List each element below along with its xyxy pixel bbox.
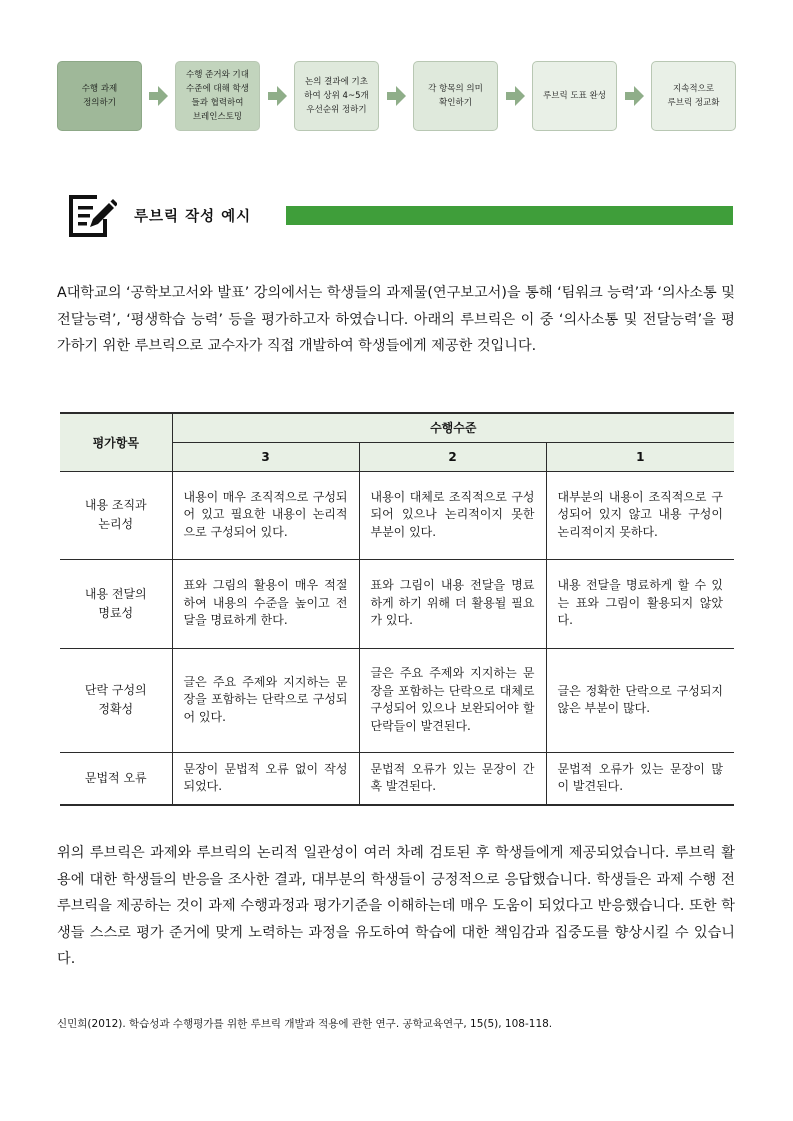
cell-level-2: 문법적 오류가 있는 문장이 간혹 발견된다. — [359, 752, 546, 805]
cell-level-1: 내용 전달을 명료하게 할 수 있는 표와 그림이 활용되지 않았다. — [546, 559, 734, 648]
section-accent-bar — [286, 206, 733, 225]
cell-level-1: 글은 정확한 단락으로 구성되지 않은 부분이 많다. — [546, 648, 734, 752]
row-item: 단락 구성의 정확성 — [60, 648, 172, 752]
cell-level-2: 글은 주요 주제와 지지하는 문장을 포함하는 단락으로 대체로 구성되어 있으나 보완되어야 할 단락들이 발견된다. — [359, 648, 546, 752]
header-item: 평가항목 — [60, 413, 172, 471]
cell-level-1: 문법적 오류가 있는 문장이 많이 발견된다. — [546, 752, 734, 805]
flow-step-1: 수행 과제 정의하기 — [57, 61, 142, 131]
section-title: 루브릭 작성 예시 — [134, 209, 252, 225]
conclusion-paragraph: 위의 루브릭은 과제와 루브릭의 논리적 일관성이 여러 차례 검토된 후 학생들에게 제공되었습니다. 루브릭 활용에 대한 학생들의 반응을 조사한 결과, 대부분의 학생들이 긍정적으로 응답했습니다. 학생들은 과제 수행 전 루브릭을 제공하는 것이 과제 수행과정과 평가기준을 이해하는데 매우 도움이 되었다고 반응했습니다. 또한 학생들 스스로 평가 준거에 맞게 노력하는 과정을 유도하여 학습에 대한 책임감과 집중도를 향상시킬 수 있습니다. — [57, 845, 735, 967]
row-item: 내용 전달의 명료성 — [60, 559, 172, 648]
flow-step-4: 각 항목의 의미 확인하기 — [413, 61, 498, 131]
row-item: 문법적 오류 — [60, 752, 172, 805]
table-row — [60, 752, 734, 805]
flow-step-6: 지속적으로 루브릭 정교화 — [651, 61, 736, 131]
cell-level-2: 내용이 대체로 조직적으로 구성되어 있으나 논리적이지 못한 부분이 있다. — [359, 471, 546, 559]
table-row — [60, 471, 734, 559]
header-level-2: 2 — [359, 442, 546, 471]
intro-paragraph: A대학교의 ‘공학보고서와 발표’ 강의에서는 학생들의 과제물(연구보고서)을 통해 ‘팀워크 능력’과 ‘의사소통 및 전달능력’, ‘평생학습 능력’ 등을 평가하고자 하였습니다. 아래의 루브릭은 이 중 ‘의사소통 및 전달능력’을 평가하기 위한 루브릭으로 교수자가 직접 개발하여 학생들에게 제공한 것입니다. — [57, 285, 735, 354]
flow-step-2: 수행 준거와 기대 수준에 대해 학생 들과 협력하여 브레인스토밍 — [175, 61, 260, 131]
cell-level-3: 글은 주요 주제와 지지하는 문장을 포함하는 단락으로 구성되어 있다. — [172, 648, 359, 752]
rubric-table — [60, 412, 734, 806]
cell-level-3: 문장이 문법적 오류 없이 작성되었다. — [172, 752, 359, 805]
reference-citation: 신민희(2012). 학습성과 수행평가를 위한 루브릭 개발과 적용에 관한 연구. 공학교육연구, 15(5), 108-118. — [57, 1018, 553, 1030]
cell-level-3: 내용이 매우 조직적으로 구성되어 있고 필요한 내용이 논리적으로 구성되어 있다. — [172, 471, 359, 559]
cell-level-2: 표와 그림이 내용 전달을 명료하게 하기 위해 더 활용될 필요가 있다. — [359, 559, 546, 648]
table-row — [60, 559, 734, 648]
header-level-1: 1 — [546, 442, 734, 471]
flow-step-3: 논의 결과에 기초 하여 상위 4~5개 우선순위 정하기 — [294, 61, 379, 131]
flow-step-5: 루브릭 도표 완성 — [532, 61, 617, 131]
edit-document-icon — [67, 193, 117, 239]
cell-level-3: 표와 그림의 활용이 매우 적절하여 내용의 수준을 높이고 전달을 명료하게 한다. — [172, 559, 359, 648]
table-row — [60, 648, 734, 752]
header-level-3: 3 — [172, 442, 359, 471]
row-item: 내용 조직과 논리성 — [60, 471, 172, 559]
cell-level-1: 대부분의 내용이 조직적으로 구성되어 있지 않고 내용 구성이 논리적이지 못하다. — [546, 471, 734, 559]
header-level: 수행수준 — [172, 413, 734, 442]
process-flow — [57, 61, 737, 131]
